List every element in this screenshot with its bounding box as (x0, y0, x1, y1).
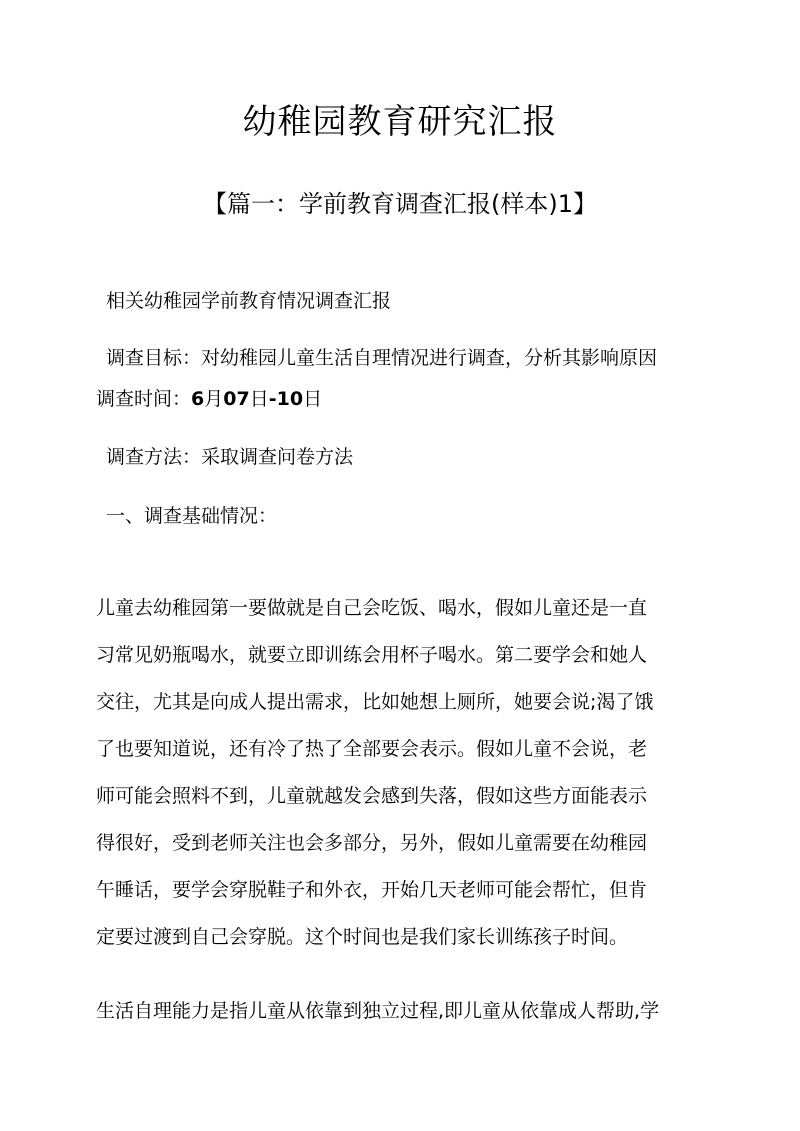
survey-time (96, 385, 322, 413)
report-heading: 相关幼稚园学前教育情况调查汇报 (106, 290, 392, 312)
survey-method: 调查方法：采取调查问卷方法 (106, 446, 354, 468)
paragraph-2-line: 生活自理能力是指儿童从依靠到独立过程,即儿童从依靠成人帮助,学 (96, 1000, 660, 1022)
survey-time-day-start: 07 (223, 388, 250, 410)
document-title: 幼稚园教育研究汇报 (242, 102, 558, 142)
paragraph-1-line: 儿童去幼稚园第一要做就是自己会吃饭、喝水，假如儿童还是一直 (96, 597, 648, 619)
survey-purpose: 调查目标：对幼稚园儿童生活自理情况进行调查，分析其影响原因 (106, 347, 658, 369)
paragraph-1-line: 了也要知道说，还有冷了热了全部要会表示。假如儿童不会说，老 (96, 738, 648, 760)
paragraph-1-line: 习常见奶瓶喝水，就要立即训练会用杯子喝水。第二要学会和她人 (96, 644, 648, 666)
survey-time-label: 调查时间： (96, 388, 192, 410)
section-heading-1: 一、调查基础情况： (106, 505, 278, 527)
paragraph-1-line: 得很好，受到老师关注也会多部分，另外，假如儿童需要在幼稚园 (96, 832, 648, 854)
paragraph-1 (96, 585, 716, 961)
survey-time-day-end: -10 (268, 388, 304, 410)
survey-time-day-unit: 日 (249, 388, 269, 410)
paragraph-1-line: 午睡话，要学会穿脱鞋子和外衣，开始几天老师可能会帮忙，但肯 (96, 879, 648, 901)
paragraph-1-line: 定要过渡到自己会穿脱。这个时间也是我们家长训练孩子时间。 (96, 926, 629, 948)
paragraph-1-line: 交往，尤其是向成人提出需求，比如她想上厕所，她要会说;渴了饿 (96, 691, 654, 713)
survey-time-day-end-unit: 日 (303, 388, 323, 410)
paragraph-1-line: 师可能会照料不到，儿童就越发会感到失落，假如这些方面能表示 (96, 785, 648, 807)
paragraph-2 (96, 988, 716, 1035)
document-subtitle: 【篇一：学前教育调查汇报(样本)1】 (203, 190, 597, 218)
survey-time-month: 6 (191, 388, 205, 410)
survey-time-month-unit: 月 (204, 388, 224, 410)
